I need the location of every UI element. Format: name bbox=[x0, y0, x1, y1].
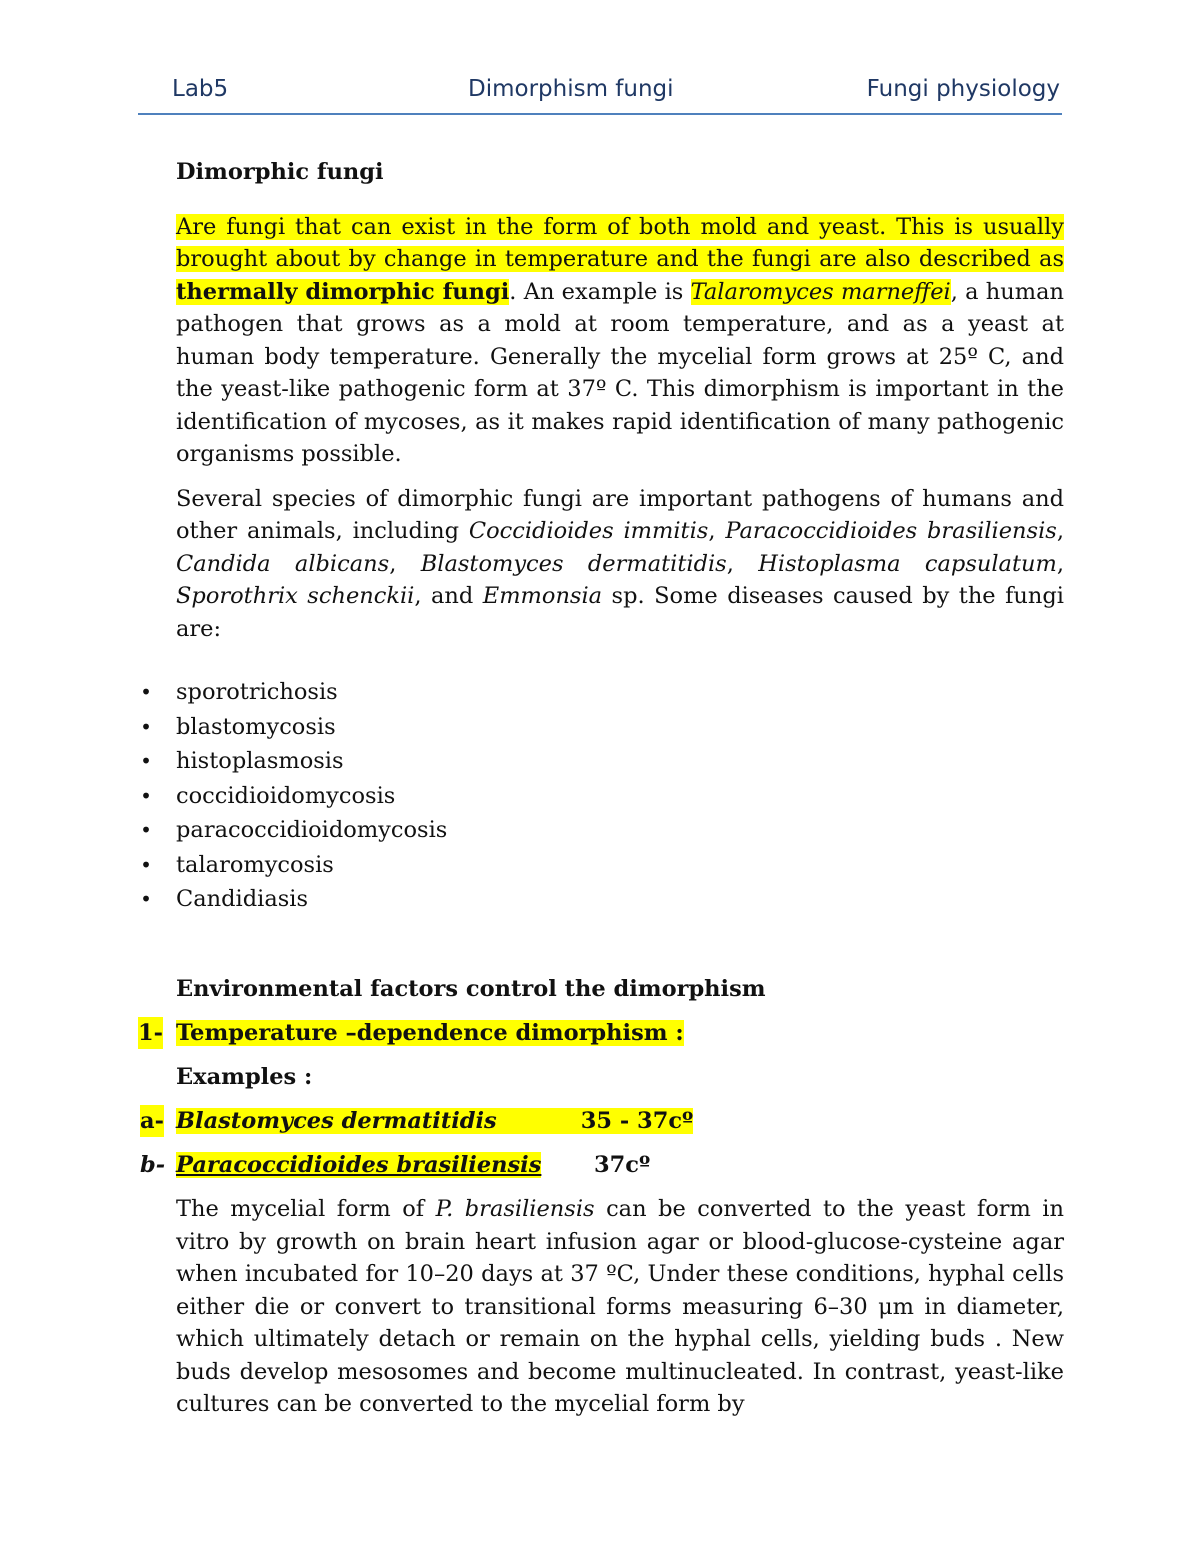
separator-text: , bbox=[389, 550, 421, 577]
disease-name: sporotrichosis bbox=[176, 679, 338, 705]
species-name: Blastomyces dermatitidis bbox=[420, 550, 727, 577]
item-title: Temperature –dependence dimorphism : bbox=[176, 1020, 684, 1046]
highlighted-definition: Are fungi that can exist in the form of both mold and yeast. This is usually brought about by change in temperature and the fungi are also described as bbox=[176, 213, 1064, 272]
bullet-icon: • bbox=[140, 680, 152, 704]
temperature-value: 37cº bbox=[594, 1152, 651, 1178]
paragraph-text: sp. Some diseases caused by the fungi are: bbox=[176, 583, 1064, 642]
conversion-paragraph bbox=[176, 1193, 1064, 1421]
temperature-value: 35 - 37cº bbox=[580, 1108, 694, 1134]
section-title-environmental-factors: Environmental factors control the dimorphism bbox=[176, 975, 766, 1002]
disease-name: paracoccidioidomycosis bbox=[176, 817, 448, 843]
list-item bbox=[140, 813, 1064, 848]
list-item bbox=[140, 848, 1064, 883]
page-header bbox=[138, 72, 1062, 112]
species-name: Coccidioides immitis bbox=[468, 518, 709, 544]
disease-name: Candidiasis bbox=[176, 886, 309, 912]
header-divider bbox=[138, 113, 1062, 115]
species-name: Emmonsia bbox=[482, 583, 603, 609]
row-letter: b- bbox=[140, 1152, 166, 1178]
species-name: Paracoccidioides brasiliensis bbox=[176, 1152, 542, 1178]
species-name: Sporothrix schenckii bbox=[176, 583, 415, 609]
header-topic: Dimorphism fungi bbox=[468, 76, 674, 102]
list-item bbox=[140, 882, 1064, 917]
paragraph-text: can be converted to the yeast form in vitro by growth on brain heart infusion agar or blood-glucose-cysteine agar when incubated for 10–20 days at 37 ºC, Under these conditions, hyphal cells either die or convert to transitional forms measuring 6–30 μm in diameter, which ultimately detach or remain on the hyphal cells, yielding buds . New buds develop mesosomes and become multinucleated. In contrast, yeast-like cultures can be converted to the mycelial form by bbox=[176, 1196, 1064, 1417]
bullet-icon: • bbox=[140, 749, 152, 773]
pathogens-paragraph bbox=[176, 483, 1064, 646]
species-name-text: Blastomyces dermatitidis bbox=[176, 1108, 497, 1134]
separator-text: , bbox=[1056, 550, 1064, 577]
list-item bbox=[140, 710, 1064, 745]
species-name: P. brasiliensis bbox=[435, 1196, 595, 1222]
list-item bbox=[140, 744, 1064, 779]
examples-label: Examples : bbox=[176, 1064, 313, 1090]
paragraph-text: . An example is bbox=[509, 278, 691, 305]
species-name: Paracoccidioides brasiliensis bbox=[725, 518, 1057, 544]
disease-name: histoplasmosis bbox=[176, 748, 344, 774]
bullet-icon: • bbox=[140, 783, 152, 808]
species-name: Talaromyces marneffei bbox=[690, 278, 951, 305]
section-title-dimorphic-fungi: Dimorphic fungi bbox=[176, 159, 384, 185]
species-row bbox=[140, 1105, 1064, 1137]
disease-name: talaromycosis bbox=[176, 851, 334, 878]
bullet-icon: • bbox=[140, 714, 152, 739]
paragraph-text: Several species of dimorphic fungi are important pathogens of humans and other animals, including bbox=[176, 485, 1064, 544]
row-letter: a- bbox=[140, 1105, 164, 1137]
numbered-heading bbox=[138, 1017, 1064, 1049]
header-course: Fungi physiology bbox=[866, 76, 1060, 102]
disease-list bbox=[140, 675, 1064, 917]
disease-name: coccidioidomycosis bbox=[176, 782, 396, 809]
list-item bbox=[140, 779, 1064, 814]
list-item bbox=[140, 675, 1064, 710]
highlighted-term: thermally dimorphic fungi bbox=[176, 278, 510, 305]
bullet-icon: • bbox=[140, 887, 152, 911]
species-row bbox=[140, 1149, 1064, 1181]
bullet-icon: • bbox=[140, 818, 152, 842]
separator-text: , and bbox=[414, 583, 483, 609]
separator-text: , bbox=[708, 518, 726, 544]
species-name: Histoplasma capsulatum bbox=[758, 550, 1057, 577]
separator-text: , bbox=[726, 550, 759, 577]
disease-name: blastomycosis bbox=[176, 713, 336, 740]
paragraph-text: , a human pathogen that grows as a mold at room temperature, and as a yeast at human body temperature. Generally the mycelial form grows at 25º C, and the yeast-like pathogenic form at 37º C. This dimorphism is important in the identification of mycoses, as it makes rapid identification of many pathogenic organisms possible. bbox=[176, 278, 1064, 467]
header-lab-number: Lab5 bbox=[172, 76, 229, 102]
paragraph-text: The mycelial form of bbox=[176, 1196, 436, 1222]
definition-paragraph bbox=[176, 211, 1064, 471]
separator-text: , bbox=[1056, 518, 1064, 544]
bullet-icon: • bbox=[140, 852, 152, 877]
item-number: 1- bbox=[138, 1017, 163, 1049]
species-name bbox=[176, 1108, 693, 1134]
species-name: Candida albicans bbox=[176, 550, 390, 577]
document-body bbox=[138, 156, 1064, 1421]
